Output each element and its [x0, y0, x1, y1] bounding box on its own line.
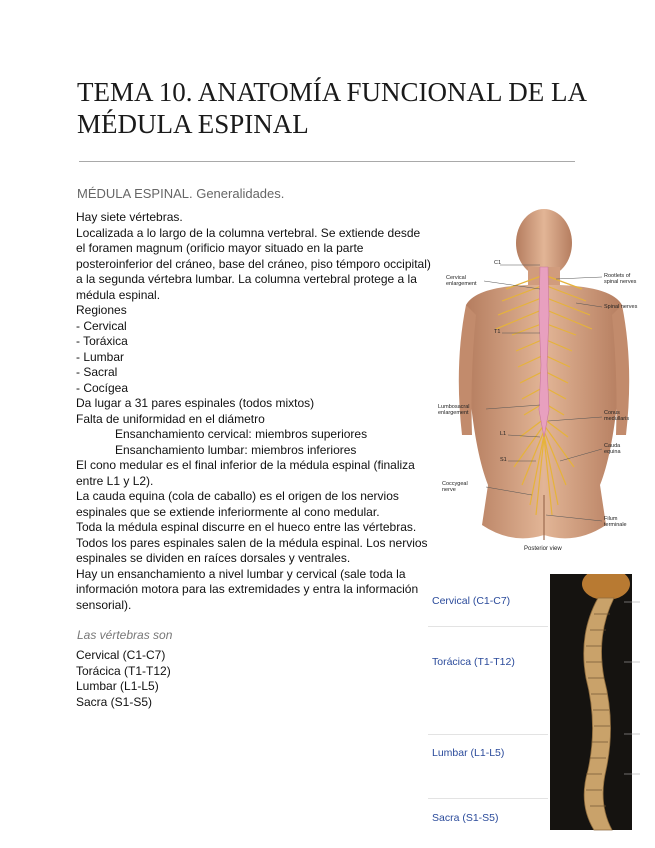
paragraph: Toda la médula espinal discurre en el hueco entre las vértebras.	[76, 520, 417, 534]
paragraph: El cono medular es el final inferior de la médula espinal (finaliza entre L1 y L2).	[76, 458, 415, 488]
list-item: - Sacral	[76, 365, 118, 379]
segment-thoracic: Torácica (T1-T12)	[432, 656, 515, 668]
paragraph: Localizada a lo largo de la columna vertebral. Se extiende desde el foramen magnum (orificio mayor situado en la parte posteroinferior del cráneo, base del cráneo, piso témporo occipital) a la segunda vértebra lumbar. La columna vertebral protege a la médula espinal.	[76, 225, 431, 302]
paragraph: Hay un ensanchamiento a nivel lumbar y cervical (sale toda la información motora para las extremidades y entra la información sensorial).	[76, 566, 419, 612]
label-s1: S1	[500, 457, 507, 463]
label-cervical-enlargement: Cervical enlargement	[446, 275, 477, 287]
section-subtitle: MÉDULA ESPINAL. Generalidades.	[77, 186, 285, 201]
label-cauda-equina: Cauda equina	[604, 443, 621, 455]
segment-sacral: Sacra (S1-S5)	[432, 812, 499, 824]
segment-cervical: Cervical (C1-C7)	[432, 595, 511, 607]
label-c1: C1	[494, 260, 502, 266]
label-conus-medullaris: Conus medullaris	[604, 410, 630, 422]
paragraph: La cauda equina (cola de caballo) es el origen de los nervios espinales que se extiende inferiormente al cono medular.	[76, 489, 399, 519]
figure-caption: Posterior view	[524, 546, 562, 552]
label-t1: T1	[494, 329, 501, 335]
body-text	[76, 210, 432, 613]
vertebra-item: Cervical (C1-C7)	[76, 648, 166, 662]
spine-sagittal-figure	[428, 574, 650, 834]
label-lumbosacral-enlargement: Lumbosacral enlargement	[438, 404, 470, 416]
paragraph: Todos los pares espinales salen de la médula espinal. Los nervios espinales se dividen en raíces dorsales y ventrales.	[76, 535, 428, 565]
vertebra-item: Sacra (S1-S5)	[76, 694, 153, 709]
indented-item: Ensanchamiento lumbar: miembros inferiores	[115, 442, 357, 457]
spinal-cord-posterior-figure	[436, 205, 650, 557]
list-item: - Lumbar	[76, 349, 125, 364]
vertebrae-list	[76, 648, 171, 710]
paragraph: Regiones	[76, 303, 127, 317]
title-divider	[79, 161, 575, 162]
paragraph: Falta de uniformidad en el diámetro	[76, 411, 265, 426]
label-filum-terminale: Filum terminale	[604, 516, 627, 528]
vertebra-item: Lumbar (L1-L5)	[76, 679, 159, 693]
list-item: - Toráxica	[76, 334, 128, 348]
vertebrae-heading: Las vértebras son	[77, 628, 173, 642]
label-rootlets: Rootlets of spinal nerves	[604, 273, 637, 285]
label-l1: L1	[500, 431, 507, 437]
indented-item: Ensanchamiento cervical: miembros superiores	[115, 427, 368, 441]
segment-divider	[428, 798, 548, 799]
paragraph: Da lugar a 31 pares espinales (todos mixtos)	[76, 396, 315, 410]
segment-divider	[428, 626, 548, 627]
paragraph: Hay siete vértebras.	[76, 210, 183, 224]
segment-divider	[428, 734, 548, 735]
label-spinal-nerves: Spinal nerves	[604, 304, 638, 310]
spine-sagittal-illustration	[428, 574, 650, 834]
list-item: - Cervical	[76, 318, 127, 333]
spinal-cord-illustration	[436, 205, 650, 557]
list-item: - Cocígea	[76, 380, 129, 395]
label-coccygeal-nerve: Coccygeal nerve	[442, 481, 468, 493]
vertebra-item: Torácica (T1-T12)	[76, 663, 171, 678]
segment-lumbar: Lumbar (L1-L5)	[432, 747, 505, 759]
page-title: TEMA 10. ANATOMÍA FUNCIONAL DE LA MÉDULA ESPINAL	[77, 77, 586, 139]
